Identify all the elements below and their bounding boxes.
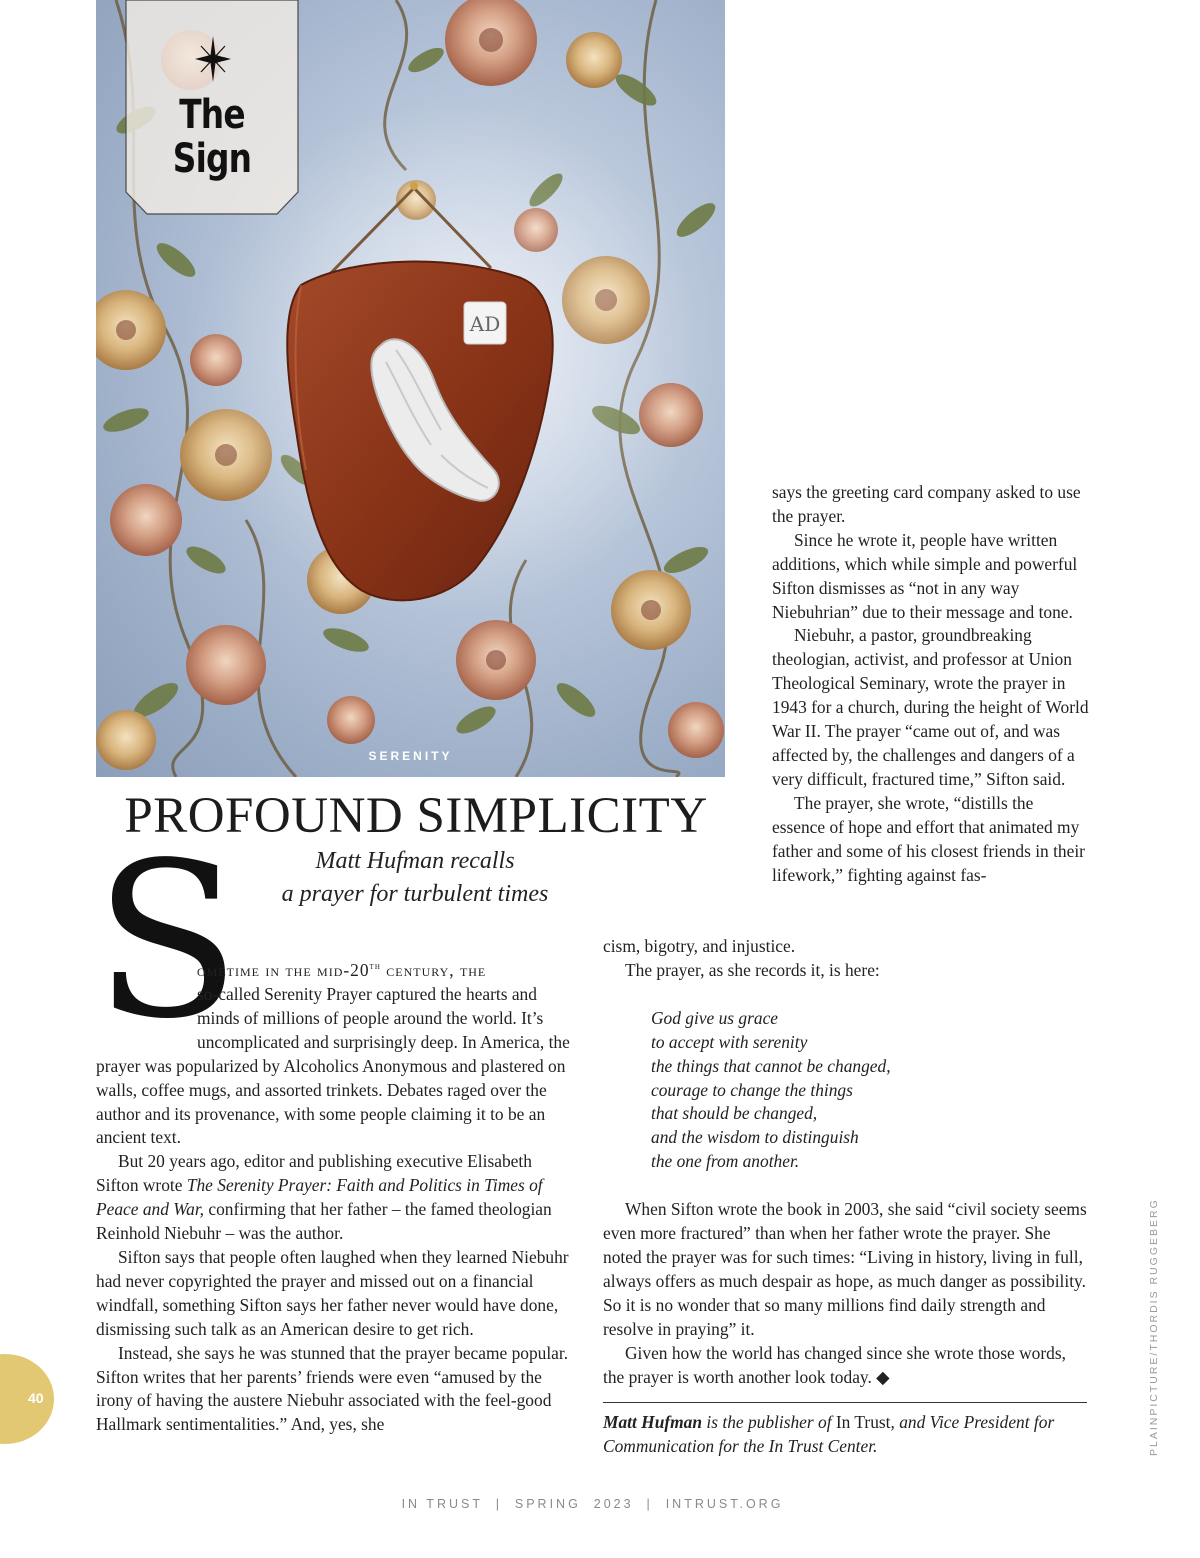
drop-cap: S — [94, 817, 241, 1066]
banner-title — [141, 93, 284, 181]
poem-line: the one from another. — [651, 1151, 800, 1172]
book-title: The Serenity Prayer: Faith and Politics in Times of Peace and War, — [96, 1175, 543, 1220]
right-column-upper — [772, 481, 1090, 887]
right-column-lower — [603, 935, 1089, 1389]
lead-superscript: th — [369, 961, 381, 973]
publication-name: In Trust — [835, 1412, 891, 1432]
lead-in-block — [197, 959, 577, 983]
lead-smallcaps-a: ometime in the mid-20 — [197, 960, 370, 980]
left-paragraph-2: But 20 years ago, editor and publishing executive Elisabeth Sifton wrote The Serenity Prayer: Faith and Politics in Times of Peace and War, confirming that her father – the famed theologian Reinhold Niebuhr – was the author. — [96, 1151, 552, 1244]
svg-text:AD: AD — [469, 312, 501, 336]
sparkle-star-icon — [193, 34, 233, 84]
left-column — [96, 983, 577, 1437]
photo-credit: PLAINPICTURE/THORDIS RUGGEBERG — [1148, 1198, 1160, 1456]
article-headline: PROFOUND SIMPLICITY — [124, 788, 708, 844]
poem-line: the things that cannot be changed, — [651, 1055, 891, 1076]
right-paragraph-3: Niebuhr, a pastor, groundbreaking theologian, activist, and professor at Union Theological Seminary, wrote the prayer in 1943 for a church, during the height of World War II. The prayer “came out of, and was affected by, the challenges and dangers of a very difficult, fractured time,” Sifton said. — [772, 625, 1089, 789]
right-paragraph-6: When Sifton wrote the book in 2003, she said “civil society seems even more fractured” than when her father wrote the prayer. She noted the prayer was for such times: “Living in history, living in full, always offers as much despair as hope, as much danger as possibility. So it is no wonder that so many millions find daily strength and resolve in praying” it. — [603, 1199, 1087, 1339]
right-paragraph-1: says the greeting card company asked to use the prayer. — [772, 482, 1081, 526]
poem-line: that should be changed, — [651, 1103, 818, 1124]
article-subhead — [260, 845, 570, 911]
left-paragraph-3: Sifton says that people often laughed when they learned Niebuhr had never copyrighted the prayer and missed out on a financial windfall, something Sifton says her father never would have done, dismissing such talk as an American desire to get rich. — [96, 1246, 569, 1339]
page-footer: IN TRUST | SPRING 2023 | INTRUST.ORG — [401, 1497, 784, 1511]
author-bio: Matt Hufman is the publisher of In Trust, and Vice President for Communication for the In Trust Center. — [603, 1412, 1055, 1456]
right-paragraph-7: Given how the world has changed since she wrote those words, the prayer is worth another look today. ◆ — [603, 1342, 1066, 1387]
poem-line: courage to change the things — [651, 1079, 853, 1100]
subhead-line1: Matt Hufman recalls — [315, 848, 515, 874]
bio-divider — [603, 1402, 1087, 1403]
right-paragraph-4: The prayer, she wrote, “distills the essence of hope and effort that animated my father and some of his closest friends in their lifework,” fighting against fas- — [772, 792, 1085, 885]
right-paragraph-4-cont: cism, bigotry, and injustice. — [603, 936, 796, 956]
page-number-tab — [0, 1354, 54, 1444]
author-name: Matt Hufman — [603, 1412, 703, 1432]
left-paragraph-1: so-called Serenity Prayer captured the hearts and minds of millions of people around the world. It’s uncomplicated and surprisingly deep. In America, the prayer was popularized by Alcoholics Anonymous and plastered on walls, coffee mugs, and assorted trinkets. Debates raged over the author and its provenance, with some people claiming it to be an ancient text. — [96, 984, 570, 1148]
lead-smallcaps-b: century, the — [380, 960, 487, 980]
banner-title-line2: Sign — [172, 136, 252, 182]
left-paragraph-4: Instead, she says he was stunned that the prayer became popular. Sifton writes that her parents’ friends were even “amused by the irony of having the austere Niebuhr associated with the feel-good Hallmark sentimentalities.” And, yes, she — [96, 1342, 569, 1435]
photo-caption: SERENITY — [368, 749, 453, 763]
subhead-line2: a prayer for turbulent times — [281, 881, 549, 907]
right-paragraph-2: Since he wrote it, people have written additions, which while simple and powerful Sifton dismisses as “not in any way Niebuhrian” due to their message and tone. — [772, 529, 1078, 622]
section-banner — [125, 0, 299, 215]
poem-line: God give us grace — [651, 1007, 779, 1028]
page-number: 40 — [28, 1390, 44, 1406]
poem-line: and the wisdom to distinguish — [651, 1127, 859, 1148]
right-paragraph-5: The prayer, as she records it, is here: — [625, 959, 880, 980]
banner-title-line1: The — [179, 92, 245, 138]
serenity-prayer-poem — [651, 1007, 1089, 1174]
poem-line: to accept with serenity — [651, 1031, 808, 1052]
